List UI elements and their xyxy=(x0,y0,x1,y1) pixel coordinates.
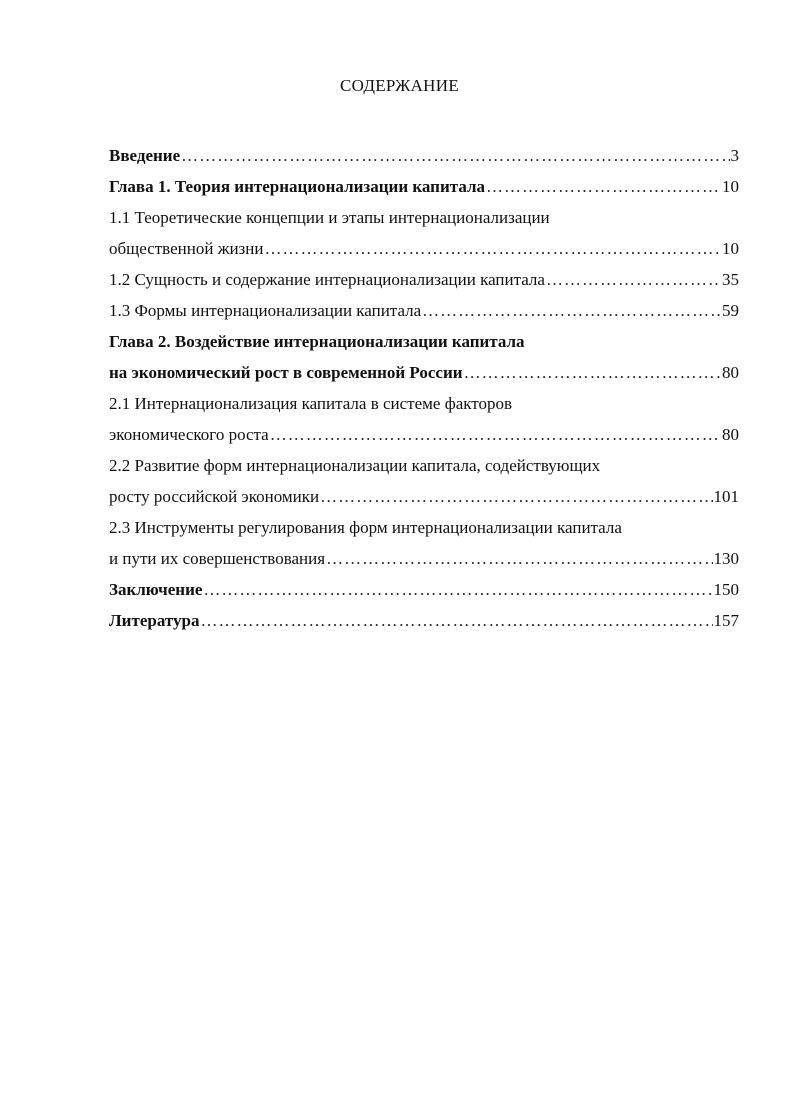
toc-entry-label: и пути их совершенствования xyxy=(109,549,326,568)
toc-entry-label: Литература xyxy=(109,611,200,630)
toc-leader-dots xyxy=(203,574,712,605)
toc-entry-1-1-line-2[interactable] xyxy=(109,233,739,264)
toc-entry-2-2-line-1[interactable] xyxy=(109,450,739,481)
toc-entry-2-2-line-2[interactable] xyxy=(109,481,739,512)
toc-entry-2-1-line-1[interactable] xyxy=(109,388,739,419)
toc-leader-dots xyxy=(422,295,721,326)
toc-leader-dots xyxy=(546,264,721,295)
table-of-contents xyxy=(109,140,739,636)
toc-entry-literature[interactable] xyxy=(109,605,739,636)
toc-entry-label: 2.1 Интернационализация капитала в системе факторов xyxy=(109,394,513,413)
toc-entry-label: росту российской экономики xyxy=(109,487,320,506)
toc-entry-2-1-line-2[interactable] xyxy=(109,419,739,450)
toc-page-number: 130 xyxy=(713,549,739,568)
toc-entry-2-3-line-1[interactable] xyxy=(109,512,739,543)
toc-leader-dots xyxy=(464,357,721,388)
toc-leader-dots xyxy=(486,171,721,202)
toc-entry-introduction[interactable] xyxy=(109,140,739,171)
toc-entry-label: Глава 1. Теория интернационализации капитала xyxy=(109,177,486,196)
toc-page-number: 80 xyxy=(722,425,739,444)
toc-leader-dots xyxy=(270,419,721,450)
toc-entry-label: Введение xyxy=(109,146,181,165)
toc-page-number: 10 xyxy=(722,239,739,258)
toc-entry-label: экономического роста xyxy=(109,425,269,444)
page-title: СОДЕРЖАНИЕ xyxy=(339,76,460,95)
toc-page-number: 59 xyxy=(722,301,739,320)
toc-entry-chapter-2-line-1[interactable] xyxy=(109,326,739,357)
toc-entry-1-3[interactable] xyxy=(109,295,739,326)
toc-leader-dots xyxy=(181,140,729,171)
toc-entry-label: общественной жизни xyxy=(109,239,264,258)
toc-page-number: 3 xyxy=(730,146,739,165)
toc-entry-conclusion[interactable] xyxy=(109,574,739,605)
toc-page-number: 35 xyxy=(722,270,739,289)
toc-leader-dots xyxy=(320,481,712,512)
toc-entry-1-1-line-1[interactable] xyxy=(109,202,739,233)
toc-leader-dots xyxy=(264,233,721,264)
toc-page-number: 157 xyxy=(713,611,739,630)
toc-entry-2-3-line-2[interactable] xyxy=(109,543,739,574)
toc-page-number: 101 xyxy=(713,487,739,506)
toc-entry-label: 1.1 Теоретические концепции и этапы интернационализации xyxy=(109,208,550,227)
toc-entry-label: 2.2 Развитие форм интернационализации капитала, содействующих xyxy=(109,456,601,475)
toc-entry-label: Глава 2. Воздействие интернационализации капитала xyxy=(109,332,525,351)
toc-entry-label: 2.3 Инструменты регулирования форм интернационализации капитала xyxy=(109,518,622,537)
toc-page-number: 10 xyxy=(722,177,739,196)
toc-page-number: 150 xyxy=(713,580,739,599)
toc-page-number: 80 xyxy=(722,363,739,382)
toc-leader-dots xyxy=(200,605,712,636)
toc-entry-label: 1.2 Сущность и содержание интернационализации капитала xyxy=(109,270,545,289)
toc-entry-label: на экономический рост в современной России xyxy=(109,363,463,382)
toc-entry-chapter-1[interactable] xyxy=(109,171,739,202)
toc-entry-chapter-2-line-2[interactable] xyxy=(109,357,739,388)
toc-entry-label: 1.3 Формы интернационализации капитала xyxy=(109,301,422,320)
toc-entry-1-2[interactable] xyxy=(109,264,739,295)
toc-leader-dots xyxy=(326,543,712,574)
toc-entry-label: Заключение xyxy=(109,580,203,599)
